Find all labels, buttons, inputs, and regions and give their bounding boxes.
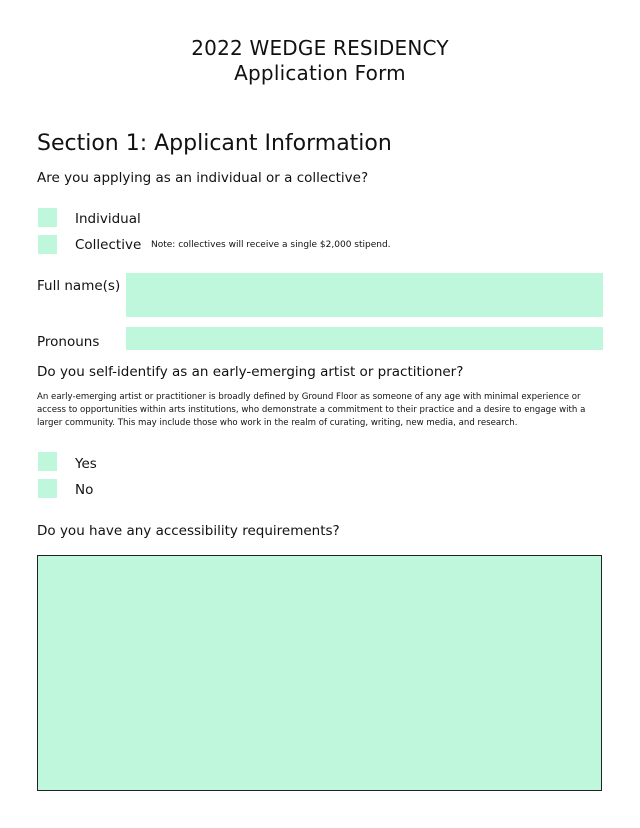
applicant-type-question: Are you applying as an individual or a collective? <box>37 170 369 186</box>
full-name-label: Full name(s) <box>37 278 121 294</box>
collective-label: Collective <box>75 237 142 253</box>
individual-checkbox[interactable] <box>38 208 57 227</box>
accessibility-field-container <box>37 555 602 791</box>
no-label: No <box>75 482 94 498</box>
early-emerging-description: An early-emerging artist or practitioner is broadly defined by Ground Floor as someone of any age with minimal experience or access to opportunities within arts institutions, who demonstrate a commitment to their practice and a desire to engage with a larger community. This may include those who work in the realm of curating, writing, new media, and research. <box>37 392 586 428</box>
early-emerging-question: Do you self-identify as an early-emerging artist or practitioner? <box>37 364 464 380</box>
collective-stipend-note: Note: collectives will receive a single $2,000 stipend. <box>151 240 391 250</box>
no-checkbox[interactable] <box>38 479 57 498</box>
accessibility-requirements-textarea[interactable] <box>38 556 601 790</box>
form-title-line-2: Application Form <box>234 61 406 85</box>
yes-label: Yes <box>75 456 97 472</box>
yes-checkbox[interactable] <box>38 452 57 471</box>
pronouns-label: Pronouns <box>37 334 100 350</box>
accessibility-question: Do you have any accessibility requirements? <box>37 523 340 539</box>
pronouns-input[interactable] <box>126 327 603 350</box>
collective-checkbox[interactable] <box>38 235 57 254</box>
individual-label: Individual <box>75 211 141 227</box>
section-heading: Section 1: Applicant Information <box>37 131 392 156</box>
full-name-input[interactable] <box>126 273 603 317</box>
form-title-line-1: 2022 WEDGE RESIDENCY <box>191 36 449 60</box>
